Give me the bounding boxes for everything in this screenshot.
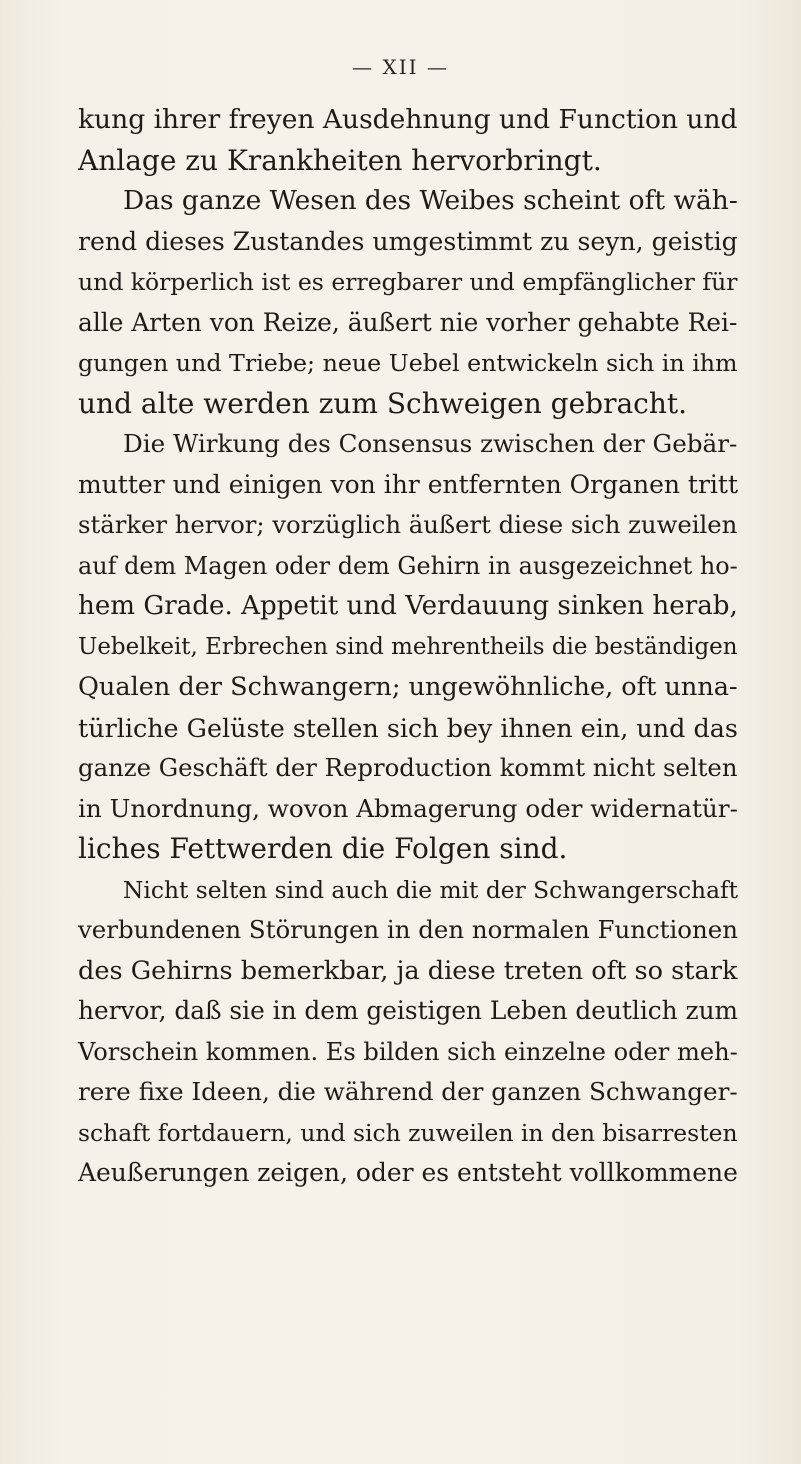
text-line: und körperlich ist es erregbarer und empfänglicher für	[78, 268, 738, 296]
text-line: ganze Geschäft der Reproduction kommt nicht selten	[78, 753, 738, 782]
text-line: verbundenen Störungen in den normalen Functionen	[78, 915, 738, 944]
body-text	[78, 100, 738, 1194]
text-line: hem Grade. Appetit und Verdauung sinken herab,	[78, 591, 738, 621]
paragraph-1	[78, 100, 738, 181]
paragraph-4	[78, 870, 738, 1194]
text-line: Das ganze Wesen des Weibes scheint oft wäh-	[123, 185, 738, 216]
page-header: — XII —	[352, 55, 449, 79]
text-line: des Gehirns bemerkbar, ja diese treten oft so stark	[78, 955, 738, 986]
text-line: rere fixe Ideen, die während der ganzen Schwanger-	[78, 1077, 738, 1106]
paragraph-2	[78, 181, 738, 424]
page-number: XII	[382, 55, 419, 79]
text-line: gungen und Triebe; neue Uebel entwickeln sich in ihm	[78, 349, 738, 377]
text-line: kung ihrer freyen Ausdehnung und Function und	[78, 104, 738, 135]
text-line: stärker hervor; vorzüglich äußert diese sich zuweilen	[78, 510, 738, 539]
text-line: Die Wirkung des Consensus zwischen der Gebär-	[123, 429, 738, 458]
text-line: auf dem Magen oder dem Gehirn in ausgezeichnet ho-	[78, 551, 738, 580]
text-line: türliche Gelüste stellen sich bey ihnen ein, und das	[78, 712, 738, 743]
text-line: alle Arten von Reize, äußert nie vorher gehabte Rei-	[78, 307, 738, 337]
text-line: Aeußerungen zeigen, oder es entsteht vollkommene	[78, 1158, 738, 1187]
text-line: und alte werden zum Schweigen gebracht.	[78, 386, 688, 420]
text-line: in Unordnung, wovon Abmagerung oder widernatür-	[78, 793, 738, 823]
text-line: Vorschein kommen. Es bilden sich einzelne oder meh-	[78, 1037, 738, 1066]
text-line: Uebelkeit, Erbrechen sind mehrentheils die beständigen	[78, 633, 738, 660]
text-line: Anlage zu Krankheiten hervorbringt.	[78, 143, 602, 177]
text-line: rend dieses Zustandes umgestimmt zu seyn, geistig	[78, 226, 738, 256]
text-line: mutter und einigen von ihr entfernten Organen tritt	[78, 469, 739, 499]
text-line: liches Fettwerden die Folgen sind.	[78, 832, 568, 865]
paragraph-3	[78, 424, 738, 870]
text-line: schaft fortdauern, und sich zuweilen in den bisarresten	[78, 1118, 738, 1147]
text-line: Qualen der Schwangern; ungewöhnliche, oft unna-	[78, 672, 738, 702]
text-line: hervor, daß sie in dem geistigen Leben deutlich zum	[78, 996, 739, 1025]
text-line: Nicht selten sind auch die mit der Schwangerschaft	[123, 875, 738, 904]
